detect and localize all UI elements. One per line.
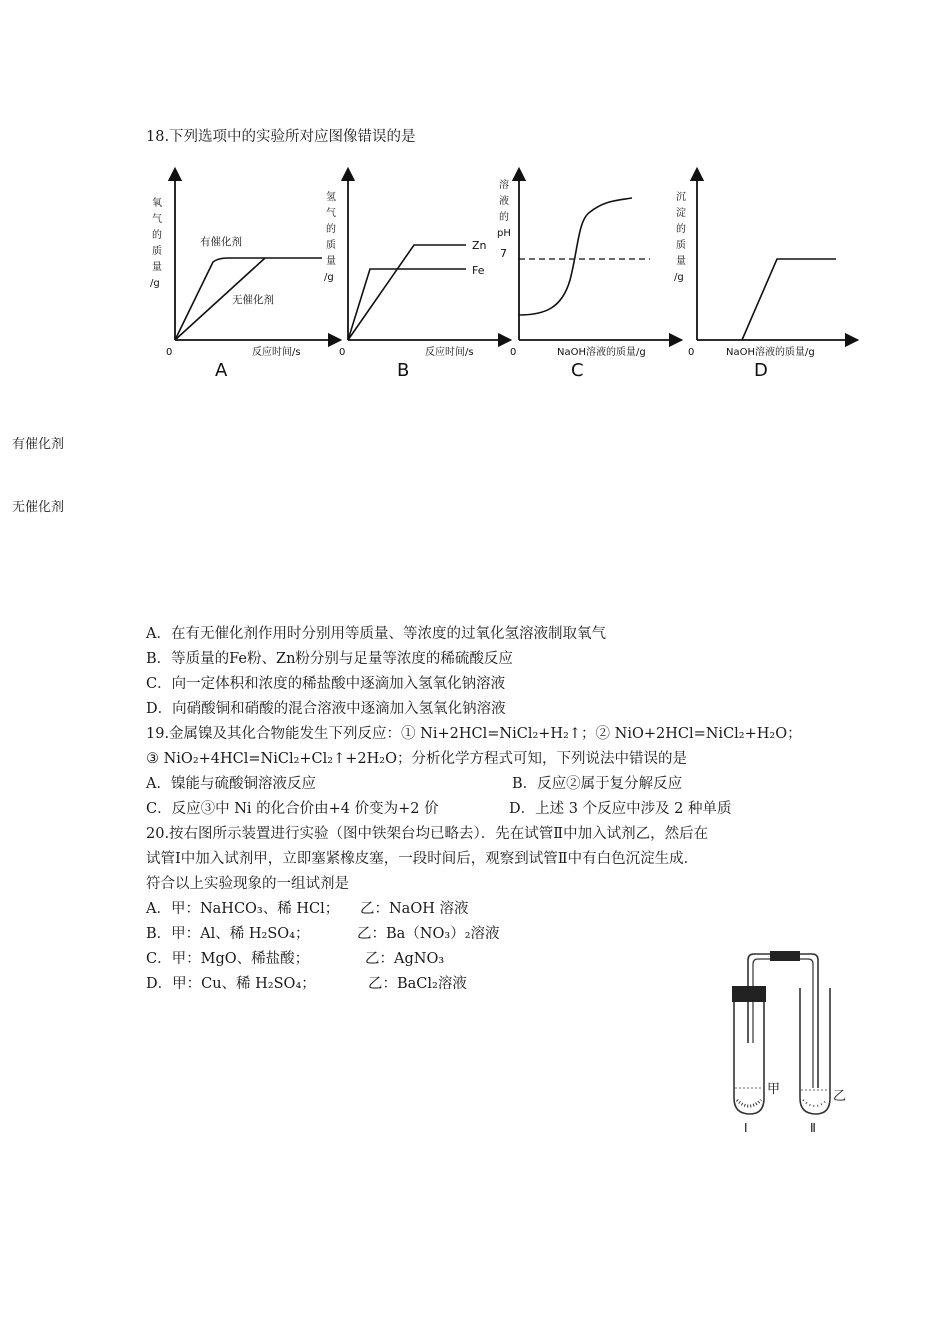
q20-option-c-reagent-b: 乙：AgNO₃ xyxy=(365,951,445,967)
q18-option-d: D．向硝酸铜和硝酸的混合溶液中逐滴加入氢氧化钠溶液 xyxy=(146,701,506,717)
graph-d xyxy=(674,174,852,381)
q20-option-d-reagent-a: D．甲：Cu、稀 H₂SO₄； xyxy=(146,976,316,992)
q20-option-b-reagent-b: 乙：Ba（NO₃）₂溶液 xyxy=(357,926,500,942)
graph-b-letter: B xyxy=(397,360,410,381)
curve-precipitate xyxy=(742,259,836,340)
q20-option-a-reagent-a: A．甲：NaHCO₃、稀 HCl； xyxy=(146,901,340,917)
curve-zn xyxy=(348,245,466,340)
q19-option-b: B．反应②属于复分解反应 xyxy=(512,776,683,792)
tube-1-number: Ⅰ xyxy=(744,1121,748,1135)
connecting-tube xyxy=(748,954,818,1088)
side-label-catalyst: 有催化剂 xyxy=(12,437,65,452)
q20-line2: 试管Ⅰ中加入试剂甲，立即塞紧橡皮塞，一段时间后，观察到试管Ⅱ中有白色沉淀生成． xyxy=(146,851,699,867)
label-catalyst: 有催化剂 xyxy=(200,236,242,248)
q18-option-b: B．等质量的Fe粉、Zn粉分别与足量等浓度的稀硫酸反应 xyxy=(146,651,513,667)
graph-c-origin: 0 xyxy=(510,347,517,358)
tube-1-reagent-label: 甲 xyxy=(767,1082,781,1097)
q19-line1: 19.金属镍及其化合物能发生下列反应：① Ni+2HCl=NiCl₂+H₂↑；② NiO+2HCl=NiCl₂+H₂O； xyxy=(146,726,802,742)
label-zn: Zn xyxy=(472,239,487,252)
test-tube-apparatus xyxy=(720,948,870,1138)
graph-a-origin: 0 xyxy=(166,347,173,358)
graph-a-letter: A xyxy=(215,360,228,381)
graph-c-xlabel: NaOH溶液的质量/g xyxy=(557,347,646,358)
graph-d-origin: 0 xyxy=(688,347,695,358)
q18-option-c: C．向一定体积和浓度的稀盐酸中逐滴加入氢氧化钠溶液 xyxy=(146,676,506,692)
graph-a-ylabel: 氧 气 的 质 量 /g xyxy=(150,198,162,289)
q18-option-a: A．在有无催化剂作用时分别用等质量、等浓度的过氧化氢溶液制取氧气 xyxy=(146,626,606,642)
graph-c-tick-7: 7 xyxy=(500,247,507,260)
q20-line1: 20.按右图所示装置进行实验（图中铁架台均已略去）．先在试管Ⅱ中加入试剂乙，然后在 xyxy=(146,826,709,842)
q19-option-d: D．上述 3 个反应中涉及 2 种单质 xyxy=(509,801,732,817)
q19-option-c: C．反应③中 Ni 的化合价由+4 价变为+2 价 xyxy=(146,801,439,817)
curve-ph xyxy=(519,198,632,315)
graph-b-xlabel: 反应时间/s xyxy=(425,347,474,358)
rubber-stopper-1 xyxy=(732,986,766,1002)
tube-2-reagent-label: 乙 xyxy=(833,1089,847,1104)
curve-fe xyxy=(348,269,466,340)
q20-option-d-reagent-b: 乙：BaCl₂溶液 xyxy=(368,976,467,992)
graph-d-ylabel: 沉 淀 的 质 量 /g xyxy=(674,192,686,283)
graph-c-ylabel: 溶 液 的 pH xyxy=(497,180,511,239)
test-tube-1 xyxy=(734,988,764,1114)
graph-a-xlabel: 反应时间/s xyxy=(252,347,301,358)
q18-graphs xyxy=(0,160,950,540)
q20-option-a-reagent-b: 乙：NaOH 溶液 xyxy=(360,901,469,917)
side-label-no-catalyst: 无催化剂 xyxy=(12,500,65,515)
graph-c xyxy=(497,174,676,381)
graph-a xyxy=(150,174,335,381)
graph-d-letter: D xyxy=(754,360,768,381)
q18-title: 18.下列选项中的实验所对应图像错误的是 xyxy=(146,129,416,145)
q19-line2: ③ NiO₂+4HCl=NiCl₂+Cl₂↑+2H₂O；分析化学方程式可知，下列说法中错误的是 xyxy=(146,751,687,767)
q20-option-b-reagent-a: B．甲：Al、稀 H₂SO₄； xyxy=(146,926,310,942)
q20-line3: 符合以上实验现象的一组试剂是 xyxy=(146,876,349,892)
label-no-catalyst: 无催化剂 xyxy=(232,294,274,306)
rubber-connector xyxy=(770,951,800,961)
graph-b-origin: 0 xyxy=(339,347,346,358)
graph-b xyxy=(324,174,505,381)
tube-2-number: Ⅱ xyxy=(810,1121,816,1135)
q19-option-a: A．镍能与硫酸铜溶液反应 xyxy=(146,776,316,792)
test-tube-2 xyxy=(800,988,830,1114)
graph-d-xlabel: NaOH溶液的质量/g xyxy=(726,347,815,358)
q20-option-c-reagent-a: C．甲：MgO、稀盐酸； xyxy=(146,951,310,967)
graph-c-letter: C xyxy=(571,360,584,381)
graph-b-ylabel: 氢 气 的 质 量 /g xyxy=(324,192,336,283)
label-fe: Fe xyxy=(472,264,485,277)
